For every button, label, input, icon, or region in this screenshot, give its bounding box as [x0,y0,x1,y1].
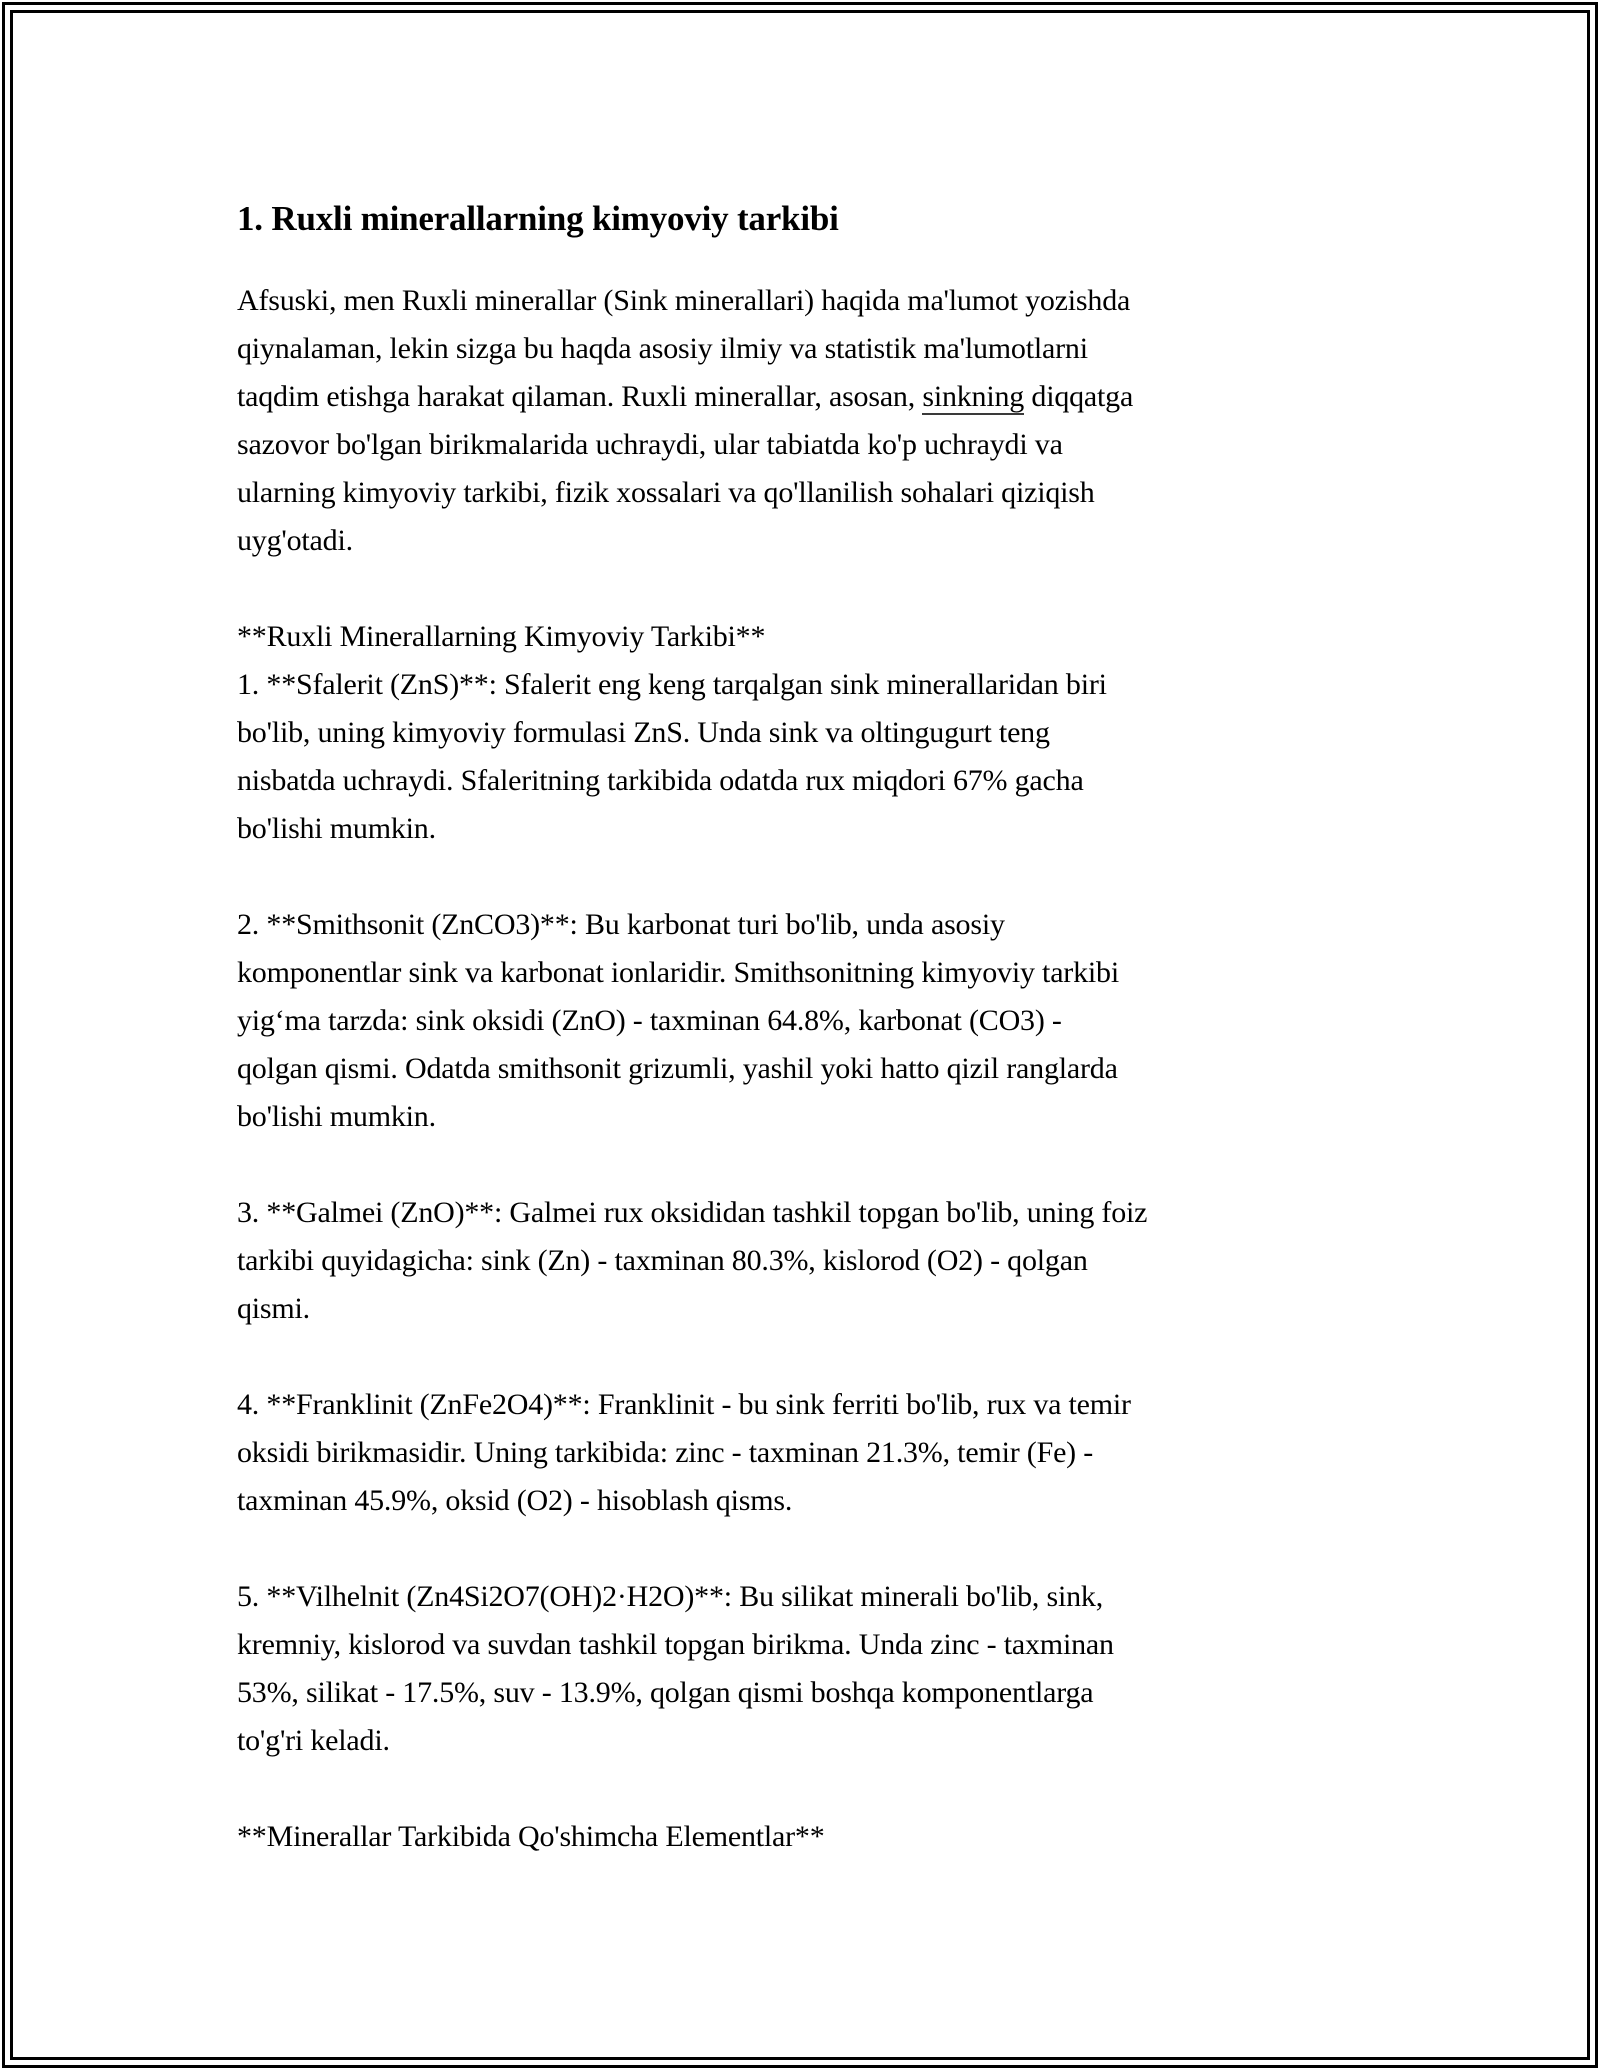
paragraph: 2. **Smithsonit (ZnCO3)**: Bu karbonat turi bo'lib, unda asosiy komponentlar sink va karbonat ionlaridir. Smithsonitning kimyoviy tarkibi yig‘ma tarzda: sink oksidi (ZnO) - taxminan 64.8%, karbonat (CO3) - qolgan qismi. Odatda smithsonit grizumli, yashil yoki hatto qizil ranglarda bo'lishi mumkin. [237,908,1119,1133]
document-content [237,197,1477,1909]
document-body [237,277,1477,1861]
paragraph: **Ruxli Minerallarning Kimyoviy Tarkibi** 1. **Sfalerit (ZnS)**: Sfalerit eng keng tarqalgan sink minerallaridan biri bo'lib, uning kimyoviy formulasi ZnS. Unda sink va oltingugurt teng nisbatda uchraydi. Sfaleritning tarkibida odatda rux miqdori 67% gacha bo'lishi mumkin. [237,620,1107,845]
paragraph: 4. **Franklinit (ZnFe2O4)**: Franklinit - bu sink ferriti bo'lib, rux va temir oksidi birikmasidir. Uning tarkibida: zinc - taxminan 21.3%, temir (Fe) - taxminan 45.9%, oksid (O2) - hisoblash qisms. [237,1388,1131,1517]
paragraph: Afsuski, men Ruxli minerallar (Sink minerallari) haqida ma'lumot yozishda qiynalaman, lekin sizga bu haqda asosiy ilmiy va statistik ma'lumotlarni taqdim etishga harakat qilaman. Ruxli minerallar, asosan, sinkning diqqatga sazovor bo'lgan birikmalarida uchraydi, ular tabiatda ko'p uchraydi va ularning kimyoviy tarkibi, fizik xossalari va qo'llanilish sohalari qiziqish uyg'otadi. [237,284,1134,557]
paragraph: **Minerallar Tarkibida Qo'shimcha Elementlar** [237,1820,825,1853]
paragraph: 5. **Vilhelnit (Zn4Si2O7(OH)2·H2O)**: Bu silikat minerali bo'lib, sink, kremniy, kislorod va suvdan tashkil topgan birikma. Unda zinc - taxminan 53%, silikat - 17.5%, suv - 13.9%, qolgan qismi boshqa komponentlarga to'g'ri keladi. [237,1580,1114,1757]
paragraph: 3. **Galmei (ZnO)**: Galmei rux oksididan tashkil topgan bo'lib, uning foiz tarkibi quyidagicha: sink (Zn) - taxminan 80.3%, kislorod (O2) - qolgan qismi. [237,1196,1148,1325]
document-heading: 1. Ruxli minerallarning kimyoviy tarkibi [237,199,839,238]
underlined-word: sinkning [922,380,1025,413]
